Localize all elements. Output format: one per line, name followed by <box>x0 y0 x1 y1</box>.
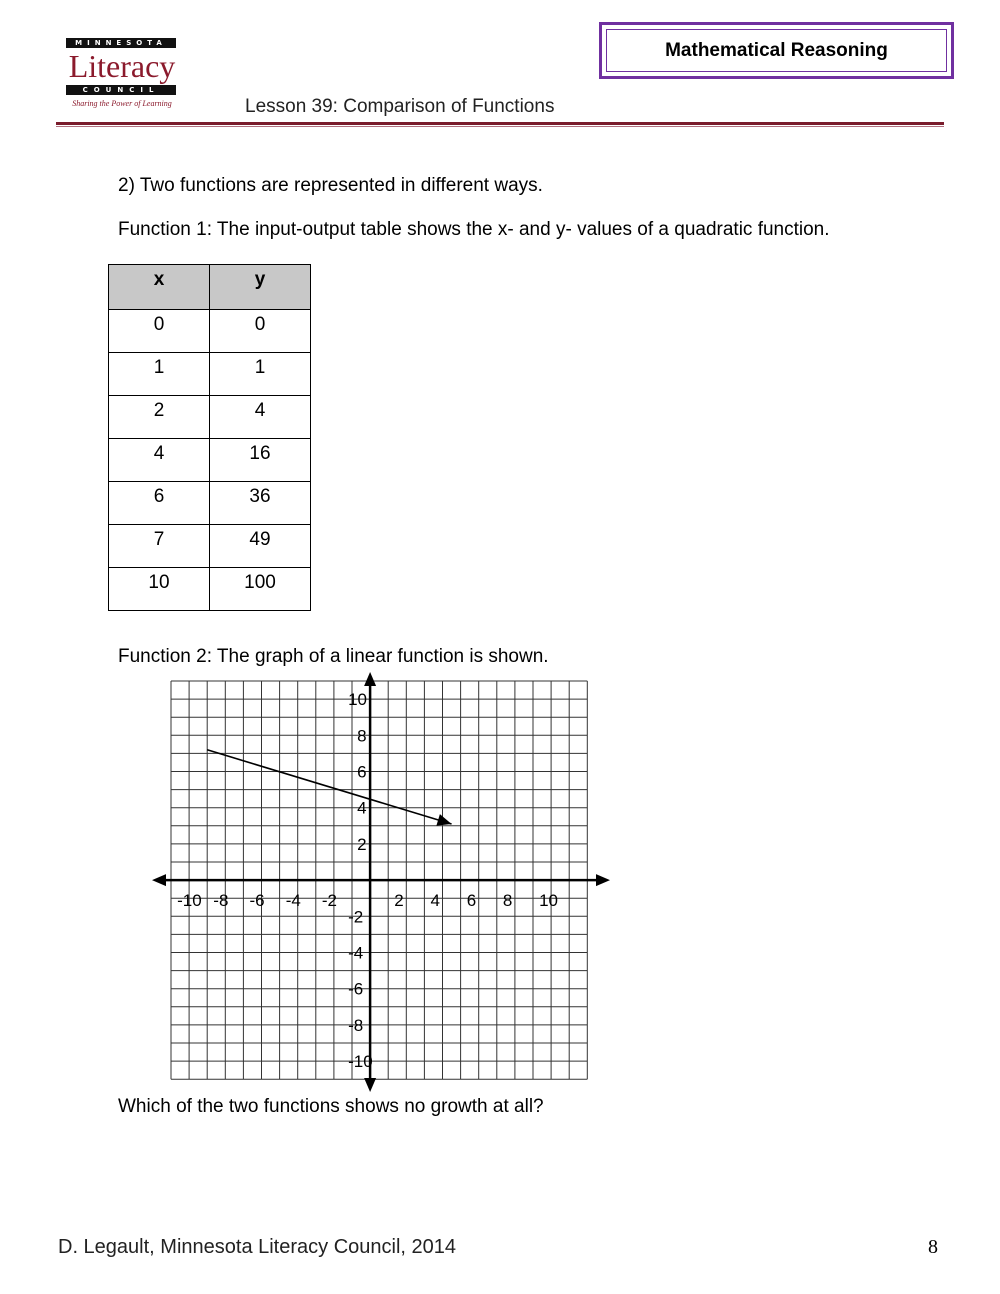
table-row <box>109 568 311 611</box>
minnesota-literacy-council-logo <box>62 38 180 114</box>
header-divider-thin <box>56 126 944 127</box>
function-line-arrow <box>436 814 451 825</box>
table-row <box>109 353 311 396</box>
table-row <box>109 310 311 353</box>
table-cell-x: 7 <box>109 525 210 568</box>
table-cell-x: 10 <box>109 568 210 611</box>
x-tick-label: -8 <box>213 891 229 911</box>
table-cell-x: 6 <box>109 482 210 525</box>
table-cell-y: 4 <box>210 396 311 439</box>
table-row <box>109 482 311 525</box>
subject-box <box>599 22 954 79</box>
x-tick-label: 8 <box>502 891 513 911</box>
x-tick-label: 10 <box>539 891 559 911</box>
y-tick-label: 6 <box>357 762 367 782</box>
x-tick-label: 6 <box>466 891 477 911</box>
logo-main-text: Literacy <box>68 48 176 84</box>
x-tick-label: -4 <box>285 891 301 911</box>
footer-credit: D. Legault, Minnesota Literacy Council, 2014 <box>58 1236 457 1258</box>
table-cell-y: 0 <box>210 310 311 353</box>
y-tick-label: -2 <box>348 907 364 927</box>
input-output-table <box>108 264 311 611</box>
table-row <box>109 439 311 482</box>
table-cell-y: 49 <box>210 525 311 568</box>
y-tick-label: -10 <box>348 1052 373 1072</box>
y-tick-label: -6 <box>348 979 364 999</box>
y-tick-label: -4 <box>348 943 364 963</box>
table-header-y: y <box>210 265 311 310</box>
logo-bottom-text: COUNCIL <box>66 85 176 95</box>
table-cell-y: 100 <box>210 568 311 611</box>
x-axis-right-arrow <box>596 874 610 886</box>
x-tick-label: -2 <box>321 891 338 911</box>
x-tick-label: -6 <box>249 891 265 911</box>
table-header-row <box>109 265 311 310</box>
x-axis-left-arrow <box>152 874 166 886</box>
question-text: Which of the two functions shows no growth at all? <box>118 1096 544 1117</box>
y-tick-label: 4 <box>357 798 367 818</box>
function2-description: Function 2: The graph of a linear function is shown. <box>118 646 549 667</box>
x-tick-label: 4 <box>430 891 440 911</box>
header-divider <box>56 122 944 125</box>
table-cell-x: 0 <box>109 310 210 353</box>
problem-intro: 2) Two functions are represented in different ways. <box>118 175 543 196</box>
table-cell-x: 1 <box>109 353 210 396</box>
table-cell-y: 1 <box>210 353 311 396</box>
table-cell-x: 4 <box>109 439 210 482</box>
function1-description: Function 1: The input-output table shows the x- and y- values of a quadratic function. <box>118 219 830 240</box>
x-tick-label: 2 <box>394 891 404 911</box>
x-tick-label: -10 <box>177 891 202 911</box>
table-cell-y: 36 <box>210 482 311 525</box>
y-tick-label: 2 <box>357 834 367 854</box>
y-axis-bottom-arrow <box>364 1078 376 1092</box>
lesson-title: Lesson 39: Comparison of Functions <box>245 96 555 117</box>
table-cell-x: 2 <box>109 396 210 439</box>
logo-top-text: MINNESOTA <box>66 38 176 48</box>
linear-function-graph <box>150 672 612 1094</box>
table-cell-y: 16 <box>210 439 311 482</box>
y-tick-label: -8 <box>348 1015 364 1035</box>
page-number: 8 <box>928 1236 938 1258</box>
table-header-x: x <box>109 265 210 310</box>
table-row <box>109 525 311 568</box>
y-tick-label: 8 <box>357 726 367 746</box>
table-row <box>109 396 311 439</box>
y-axis-top-arrow <box>364 672 376 686</box>
subject-label: Mathematical Reasoning <box>606 29 947 72</box>
y-tick-label: 10 <box>348 690 368 710</box>
logo-tagline: Sharing the Power of Learning <box>72 99 172 108</box>
